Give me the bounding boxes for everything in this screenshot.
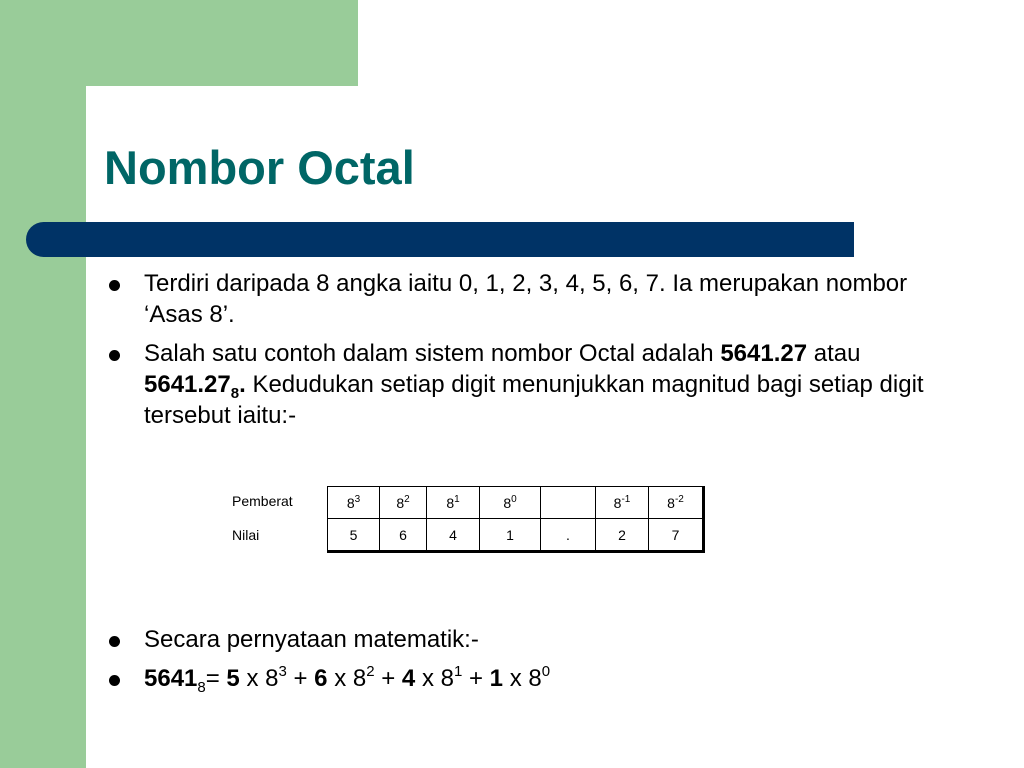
bullet-list-top bbox=[104, 268, 964, 431]
weight-cell bbox=[427, 487, 480, 519]
bullet-item-expansion bbox=[104, 663, 964, 694]
plus-sign: + bbox=[374, 665, 402, 692]
value-cell: . bbox=[541, 519, 596, 552]
weight-cell bbox=[649, 487, 704, 519]
example-number: 5641.27 bbox=[720, 340, 808, 367]
base-subscript: 8 bbox=[197, 679, 206, 696]
exponent: 0 bbox=[541, 663, 551, 680]
weight-cell bbox=[328, 487, 380, 519]
period: . bbox=[239, 371, 246, 398]
bullet-text: Terdiri daripada 8 angka iaitu 0, 1, 2, 3, 4, 5, 6, 7. Ia merupakan nombor ‘Asas 8’. bbox=[144, 270, 908, 328]
base-subscript: 8 bbox=[230, 385, 240, 402]
multiplier: x 8 bbox=[327, 665, 367, 692]
row-label-nilai: Nilai bbox=[232, 527, 260, 543]
value-cell: 6 bbox=[380, 519, 427, 552]
weight-base: 8 bbox=[446, 494, 455, 511]
multiplier: x 8 bbox=[239, 665, 279, 692]
plus-sign: + bbox=[286, 665, 315, 692]
table-row-labels bbox=[232, 490, 293, 558]
bullet-text: atau bbox=[807, 340, 861, 367]
bullet-dot-icon bbox=[109, 280, 120, 291]
weight-cell bbox=[541, 487, 596, 519]
bullet-list-bottom bbox=[104, 624, 964, 694]
weight-exponent: 2 bbox=[404, 493, 410, 505]
weight-exponent: -1 bbox=[621, 493, 631, 505]
digit-term: 4 bbox=[401, 665, 416, 692]
bullet-item-math-intro bbox=[104, 624, 964, 655]
value-cell: 7 bbox=[649, 519, 704, 552]
digit-term: 5 bbox=[226, 665, 240, 692]
digit-term: 1 bbox=[489, 665, 504, 692]
table-row-values bbox=[328, 519, 704, 552]
bullet-item-definition bbox=[104, 268, 964, 330]
value-cell: 4 bbox=[427, 519, 480, 552]
bullet-dot-icon bbox=[109, 350, 120, 361]
bullet-dot-icon bbox=[109, 636, 120, 647]
weight-base: 8 bbox=[503, 494, 512, 511]
weight-base: 8 bbox=[396, 494, 405, 511]
weight-exponent: 3 bbox=[354, 493, 361, 505]
example-number-value: 5641.27 bbox=[144, 371, 231, 398]
exponent: 2 bbox=[366, 663, 375, 680]
plus-sign: + bbox=[462, 665, 490, 692]
weight-exponent: -2 bbox=[674, 493, 684, 505]
multiplier: x 8 bbox=[503, 665, 542, 692]
decorative-green-band-left bbox=[0, 0, 86, 768]
position-weight-table bbox=[327, 486, 705, 553]
value-cell: 1 bbox=[480, 519, 541, 552]
weight-base: 8 bbox=[346, 494, 355, 511]
weight-base: 8 bbox=[667, 494, 675, 511]
equals-sign: = bbox=[205, 665, 227, 692]
weight-exponent: 0 bbox=[511, 493, 517, 505]
digit-term: 6 bbox=[314, 665, 328, 692]
weight-exponent: 1 bbox=[454, 493, 460, 505]
exponent: 1 bbox=[453, 663, 463, 680]
weight-cell bbox=[380, 487, 427, 519]
weight-cell bbox=[596, 487, 649, 519]
exponent: 3 bbox=[278, 663, 287, 680]
bullet-text: Salah satu contoh dalam sistem nombor Octal adalah bbox=[144, 340, 721, 367]
weight-cell bbox=[480, 487, 541, 519]
row-label-pemberat: Pemberat bbox=[232, 493, 293, 509]
value-cell: 2 bbox=[596, 519, 649, 552]
multiplier: x 8 bbox=[415, 665, 454, 692]
bullet-dot-icon bbox=[109, 675, 120, 686]
expansion-number: 5641 bbox=[144, 665, 198, 692]
value-cell: 5 bbox=[328, 519, 380, 552]
example-number-subscripted bbox=[144, 371, 246, 402]
weight-base: 8 bbox=[613, 494, 622, 511]
title-underline-bar bbox=[26, 222, 854, 257]
slide-title: Nombor Octal bbox=[104, 141, 415, 194]
decorative-green-band-top bbox=[0, 0, 358, 86]
bullet-item-example bbox=[104, 338, 964, 431]
bullet-text: Kedudukan setiap digit menunjukkan magnitud bagi setiap digit tersebut iaitu:- bbox=[144, 371, 924, 429]
bullet-text: Secara pernyataan matematik:- bbox=[144, 626, 479, 653]
table-row-weights bbox=[328, 487, 704, 519]
